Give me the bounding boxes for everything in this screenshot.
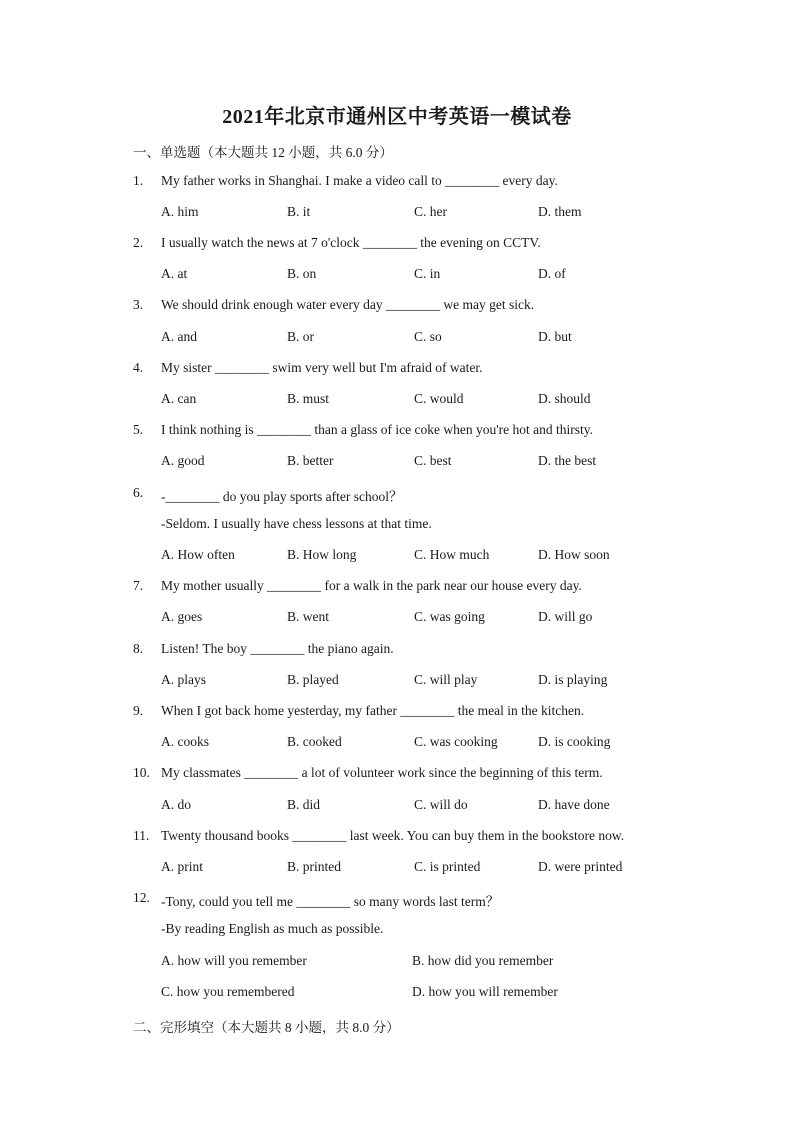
question-reply: -By reading English as much as possible.	[161, 921, 384, 936]
option-c[interactable]: C. will play	[414, 672, 478, 687]
question-text: When I got back home yesterday, my father ________ the meal in the kitchen.	[161, 703, 585, 718]
option-d[interactable]: D. How soon	[538, 547, 610, 562]
option-a[interactable]: A. and	[161, 329, 197, 344]
option-b[interactable]: B. better	[287, 453, 334, 468]
question-number: 6.	[133, 485, 144, 500]
option-a[interactable]: A. good	[161, 453, 205, 468]
option-d[interactable]: D. have done	[538, 797, 610, 812]
options-row-9	[161, 734, 761, 752]
options-row-7	[161, 609, 761, 627]
question-number: 1.	[133, 173, 144, 188]
question-number: 10.	[133, 765, 150, 780]
option-d[interactable]: D. is cooking	[538, 734, 611, 749]
option-c[interactable]: C. best	[414, 453, 452, 468]
question-text: My classmates ________ a lot of volunteer work since the beginning of this term.	[161, 765, 603, 780]
option-b[interactable]: B. played	[287, 672, 339, 687]
option-a[interactable]: A. goes	[161, 609, 203, 624]
options-row-4	[161, 391, 761, 409]
question-number: 2.	[133, 235, 144, 250]
question-text: My sister ________ swim very well but I'm afraid of water.	[161, 360, 483, 375]
question-text: -Tony, could you tell me ________ so many words last term？	[161, 894, 500, 909]
question-text: I think nothing is ________ than a glass of ice coke when you're hot and thirsty.	[161, 422, 593, 437]
option-d[interactable]: D. is playing	[538, 672, 608, 687]
question-text: Twenty thousand books ________ last week. You can buy them in the bookstore now.	[161, 828, 625, 843]
question-number: 4.	[133, 360, 144, 375]
option-d[interactable]: D. of	[538, 266, 566, 281]
option-d[interactable]: D. should	[538, 391, 591, 406]
option-c[interactable]: C. is printed	[414, 859, 481, 874]
options-row-8	[161, 672, 761, 690]
question-text: -________ do you play sports after school？	[161, 489, 403, 504]
option-a[interactable]: A. him	[161, 204, 199, 219]
option-a[interactable]: A. how will you remember	[161, 953, 307, 968]
option-a[interactable]: A. How often	[161, 547, 235, 562]
option-d[interactable]: D. will go	[538, 609, 593, 624]
option-b[interactable]: B. how did you remember	[412, 953, 554, 968]
option-c[interactable]: C. how you remembered	[161, 984, 295, 999]
option-b[interactable]: B. printed	[287, 859, 341, 874]
question-text: Listen! The boy ________ the piano again.	[161, 641, 394, 656]
question-number: 8.	[133, 641, 144, 656]
section-heading-1: 一、单选题（本大题共 12 小题，共 6.0 分）	[133, 145, 393, 160]
question-number: 3.	[133, 297, 144, 312]
page-title: 2021年北京市通州区中考英语一模试卷	[222, 106, 572, 128]
options-row-5	[161, 453, 761, 471]
options-row-10	[161, 797, 761, 815]
options-row-12b	[161, 984, 761, 1002]
option-c[interactable]: C. would	[414, 391, 464, 406]
question-number: 7.	[133, 578, 144, 593]
question-number: 5.	[133, 422, 144, 437]
option-b[interactable]: B. cooked	[287, 734, 342, 749]
option-c[interactable]: C. was cooking	[414, 734, 498, 749]
option-d[interactable]: D. how you will remember	[412, 984, 558, 999]
question-number: 11.	[133, 828, 150, 843]
options-row-12a	[161, 953, 761, 971]
options-row-2	[161, 266, 761, 284]
option-c[interactable]: C. in	[414, 266, 441, 281]
question-number: 9.	[133, 703, 144, 718]
question-text: I usually watch the news at 7 o'clock ________ the evening on CCTV.	[161, 235, 541, 250]
option-c[interactable]: C. was going	[414, 609, 485, 624]
option-c[interactable]: C. her	[414, 204, 447, 219]
option-b[interactable]: B. did	[287, 797, 321, 812]
options-row-11	[161, 859, 761, 877]
section-heading-2: 二、完形填空（本大题共 8 小题，共 8.0 分）	[133, 1020, 400, 1035]
option-d[interactable]: D. the best	[538, 453, 597, 468]
option-c[interactable]: C. so	[414, 329, 442, 344]
option-a[interactable]: A. at	[161, 266, 188, 281]
option-b[interactable]: B. on	[287, 266, 317, 281]
option-b[interactable]: B. or	[287, 329, 314, 344]
option-a[interactable]: A. print	[161, 859, 203, 874]
option-b[interactable]: B. must	[287, 391, 330, 406]
options-row-1	[161, 204, 761, 222]
option-c[interactable]: C. How much	[414, 547, 490, 562]
option-a[interactable]: A. plays	[161, 672, 206, 687]
option-a[interactable]: A. can	[161, 391, 197, 406]
option-b[interactable]: B. How long	[287, 547, 357, 562]
option-d[interactable]: D. them	[538, 204, 582, 219]
options-row-3	[161, 329, 761, 347]
option-b[interactable]: B. it	[287, 204, 311, 219]
option-d[interactable]: D. but	[538, 329, 572, 344]
question-reply: -Seldom. I usually have chess lessons at that time.	[161, 516, 432, 531]
question-text: My mother usually ________ for a walk in the park near our house every day.	[161, 578, 582, 593]
question-text: We should drink enough water every day ________ we may get sick.	[161, 297, 535, 312]
option-b[interactable]: B. went	[287, 609, 329, 624]
option-a[interactable]: A. do	[161, 797, 191, 812]
question-text: My father works in Shanghai. I make a video call to ________ every day.	[161, 173, 558, 188]
options-row-6	[161, 547, 761, 565]
option-c[interactable]: C. will do	[414, 797, 468, 812]
option-a[interactable]: A. cooks	[161, 734, 209, 749]
option-d[interactable]: D. were printed	[538, 859, 623, 874]
question-number: 12.	[133, 890, 150, 905]
